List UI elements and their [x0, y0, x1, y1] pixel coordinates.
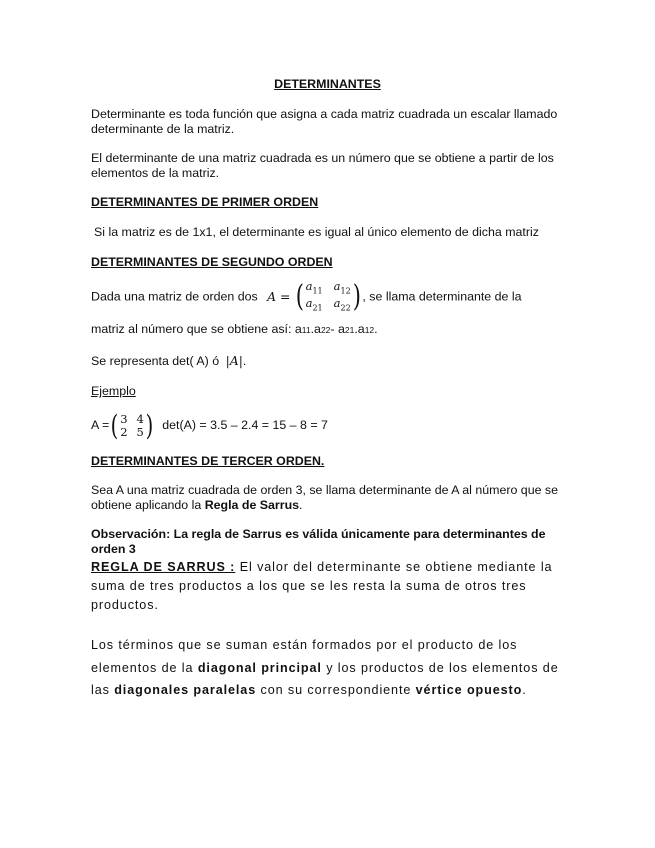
ejemplo-det-computation: det(A) = 3.5 – 2.4 = 15 – 8 = 7	[162, 418, 328, 432]
segundo-orden-definition: Dada una matriz de orden dos A = ( $a_{11}$ $a_{12}$ $a_{21}$ $a_{22}$ ) , se llama determinante de la	[91, 279, 522, 315]
heading-tercer-orden: DETERMINANTES DE TERCER ORDEN.	[91, 454, 325, 468]
heading-segundo-orden: DETERMINANTES DE SEGUNDO ORDEN	[91, 255, 333, 269]
observacion-note: Observación: La regla de Sarrus es válida únicamente para determinantes de orden 3	[91, 527, 546, 556]
notation-line: Se representa det( A) ó |A|.	[91, 353, 247, 368]
ejemplo-a-label: A =	[91, 418, 110, 432]
abs-a-symbol: |A|	[225, 353, 243, 368]
ejemplo-label: Ejemplo	[91, 384, 136, 398]
segundo-text-before: Dada una matriz de orden dos	[91, 289, 258, 304]
intro-paragraph-2: El determinante de una matriz cuadrada es un número que se obtiene a partir de los elementos de la matriz.	[91, 151, 554, 180]
primer-orden-text: Si la matriz es de 1x1, el determinante es igual al único elemento de dicha matriz	[94, 225, 539, 239]
terms-paragraph: Los términos que se suman están formados por el producto de los elementos de la diagonal principal y los productos de los elementos de las diagonales paralelas con su correspondiente vértice opuesto.	[91, 638, 559, 697]
heading-primer-orden: DETERMINANTES DE PRIMER ORDEN	[91, 195, 319, 209]
page-title: DETERMINANTES	[274, 77, 381, 91]
sarrus-paragraph: REGLA DE SARRUS : El valor del determinante se obtiene mediante la suma de tres productos a los que se les resta la suma de otros tres productos.	[91, 560, 553, 612]
diagonales-paralelas-bold: diagonales paralelas	[114, 683, 257, 697]
matrix-a-label: A =	[267, 288, 291, 304]
sarrus-label: REGLA DE SARRUS :	[91, 560, 236, 574]
regla-sarrus-bold: Regla de Sarrus	[204, 498, 300, 512]
intro-paragraph-1: Determinante es toda función que asigna a cada matriz cuadrada un escalar llamado determinante de la matriz.	[91, 107, 558, 136]
generic-2x2-matrix: $a_{11}$ $a_{12}$ $a_{21}$ $a_{22}$	[305, 279, 351, 313]
ejemplo-line: A =( 3 4 2 5 ) det(A) = 3.5 – 2.4 = 15 – 8 = 7	[91, 408, 328, 442]
tercer-orden-text: Sea A una matriz cuadrada de orden 3, se llama determinante de A al número que se obtiene aplicando la Regla de Sarrus.	[91, 483, 559, 512]
vertice-opuesto-bold: vértice opuesto	[415, 683, 523, 697]
determinant-formula: matriz al número que se obtiene así: a11.a22- a21.a12.	[91, 322, 378, 336]
diagonal-principal-bold: diagonal principal	[197, 660, 322, 675]
example-matrix: 3 4 2 5	[120, 411, 144, 439]
segundo-text-after: , se llama determinante de la	[362, 289, 522, 304]
